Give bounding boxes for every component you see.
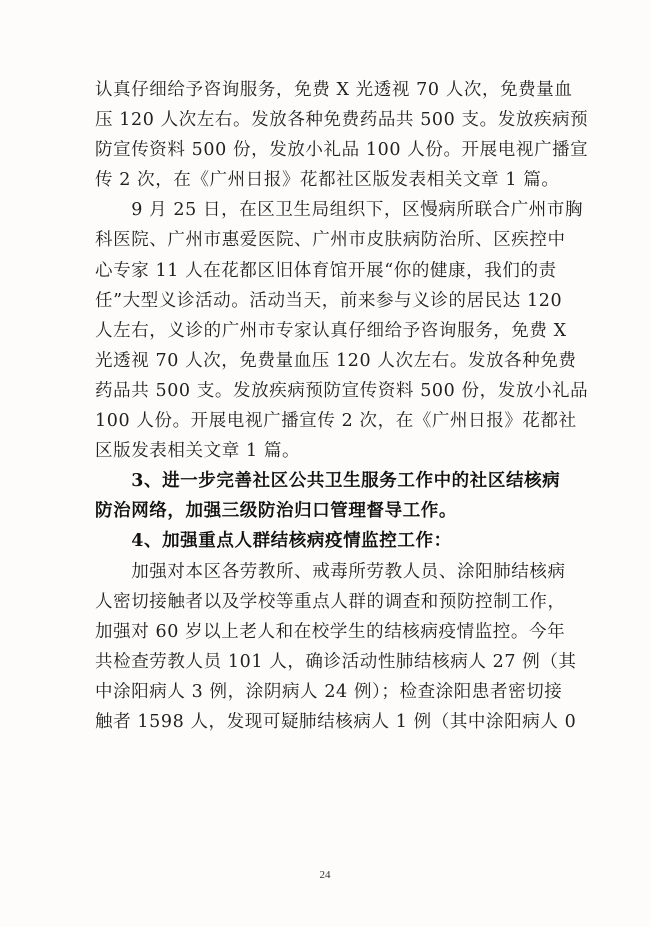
text-line: 压 120 人次左右。发放各种免费药品共 500 支。发放疾病预 — [95, 110, 589, 131]
text-line: 共检查劳教人员 101 人，确诊活动性肺结核病人 27 例（其 — [95, 651, 577, 672]
text-line: 触者 1598 人，发现可疑肺结核病人 1 例（其中涂阳病人 0 — [95, 711, 577, 732]
text-line: 9 月 25 日，在区卫生局组织下，区慢病所联合广州市胸 — [95, 200, 584, 221]
text-line: 100 人份。开展电视广播宣传 2 次，在《广州日报》花都社 — [95, 411, 577, 432]
text-line: 认真仔细给予咨询服务，免费 X 光透视 70 人次，免费量血 — [95, 80, 573, 100]
text-line: 传 2 次，在《广州日报》花都社区版发表相关文章 1 篇。 — [95, 170, 560, 191]
text-line: 任”大型义诊活动。活动当天，前来参与义诊的居民达 120 — [95, 290, 563, 311]
text-line: 人左右，义诊的广州市专家认真仔细给予咨询服务，免费 X — [95, 320, 567, 341]
text-line: 加强对本区各劳教所、戒毒所劳教人员、涂阳肺结核病 — [95, 561, 566, 582]
text-line: 光透视 70 人次，免费量血压 120 人次左右。发放各种免费 — [95, 350, 577, 371]
text-line: 防宣传资料 500 份，发放小礼品 100 人份。开展电视广播宣 — [95, 140, 589, 161]
section-heading-line: 3、进一步完善社区公共卫生服务工作中的社区结核病 — [95, 471, 561, 492]
text-line: 心专家 11 人在花都区旧体育馆开展“你的健康，我们的责 — [95, 260, 557, 281]
page-number: 24 — [319, 869, 331, 881]
text-line: 科医院、广州市惠爱医院、广州市皮肤病防治所、区疾控中 — [95, 230, 566, 251]
section-heading-line: 4、加强重点人群结核病疫情监控工作： — [95, 531, 452, 552]
text-line: 中涂阳病人 3 例，涂阴病人 24 例）；检查涂阳患者密切接 — [95, 681, 563, 702]
text-line: 人密切接触者以及学校等重点人群的调查和预防控制工作， — [95, 591, 566, 612]
body-text — [95, 75, 590, 737]
text-line: 加强对 60 岁以上老人和在校学生的结核病疫情监控。今年 — [95, 621, 566, 642]
section-heading-line: 防治网络，加强三级防治归口管理督导工作。 — [95, 501, 457, 522]
text-line: 区版发表相关文章 1 篇。 — [95, 441, 301, 462]
text-line: 药品共 500 支。发放疾病预防宣传资料 500 份，发放小礼品 — [95, 380, 589, 401]
